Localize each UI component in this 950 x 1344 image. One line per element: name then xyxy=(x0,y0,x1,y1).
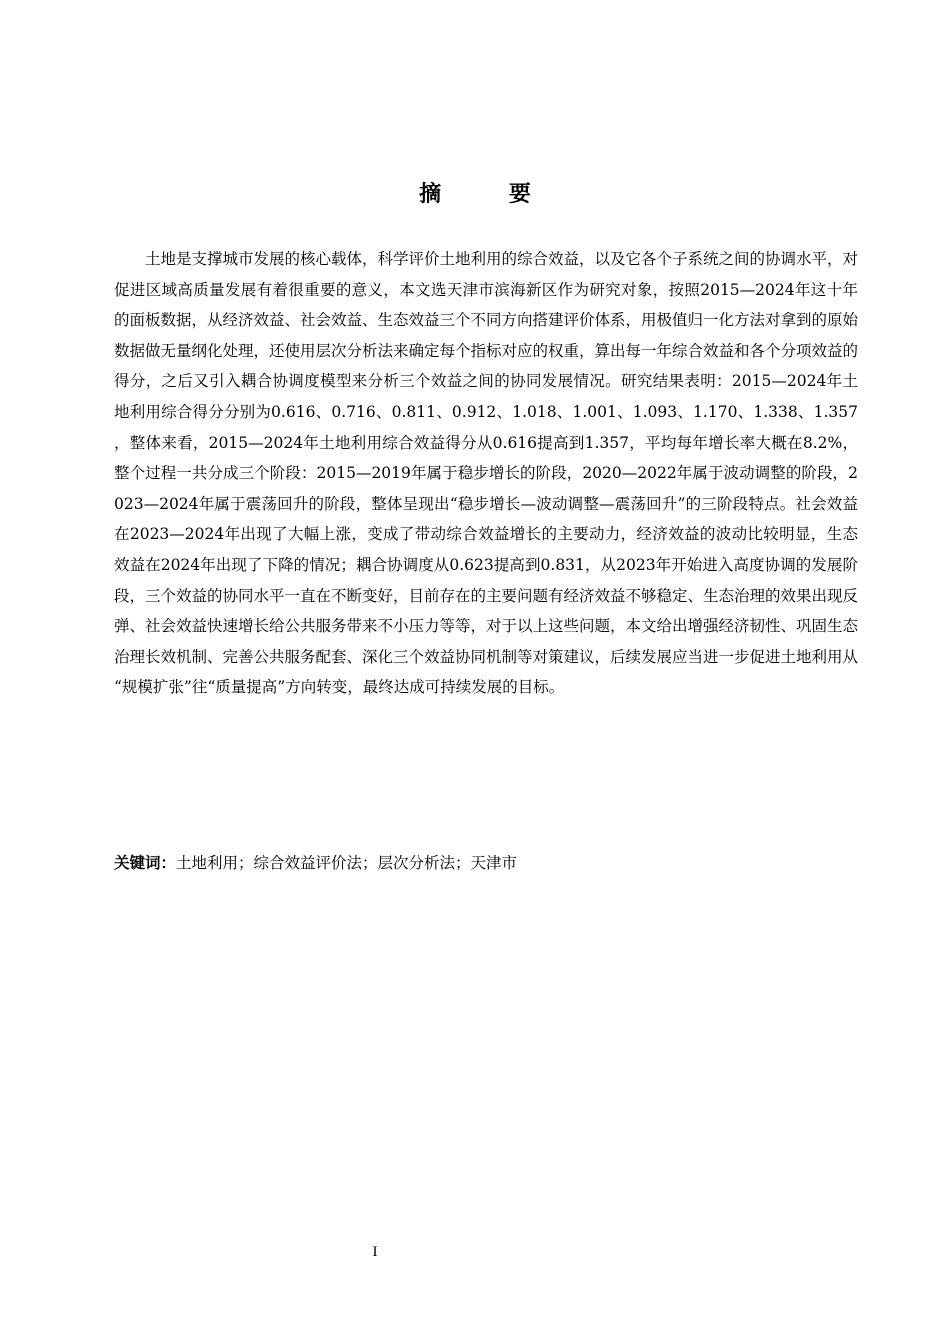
keywords-label: 关键词： xyxy=(114,854,177,872)
page-number: I xyxy=(372,1244,378,1260)
abstract-title: 摘 要 xyxy=(419,182,561,207)
keywords-text: 土地利用；综合效益评价法；层次分析法；天津市 xyxy=(176,854,518,872)
keywords-line xyxy=(114,848,858,878)
abstract-body: 土地是支撑城市发展的核心载体，科学评价土地利用的综合效益，以及它各个子系统之间的协调水平，对促进区域高质量发展有着很重要的意义，本文选天津市滨海新区作为研究对象，按照2015—2024年这十年的面板数据，从经济效益、社会效益、生态效益三个不同方向搭建评价体系，用极值归一化方法对拿到的原始数据做无量纲化处理，还使用层次分析法来确定每个指标对应的权重，算出每一年综合效益和各个分项效益的得分，之后又引入耦合协调度模型来分析三个效益之间的协同发展情况。研究结果表明：2015—2024年土地利用综合得分分别为0.616、0.716、0.811、0.912、1.018、1.001、1.093、1.170、1.338、1.357，整体来看，2015—2024年土地利用综合效益得分从0.616提高到1.357，平均每年增长率大概在8.2%，整个过程一共分成三个阶段：2015—2019年属于稳步增长的阶段，2020—2022年属于波动调整的阶段，2023—2024年属于震荡回升的阶段，整体呈现出“稳步增长—波动调整—震荡回升”的三阶段特点。社会效益在2023—2024年出现了大幅上涨，变成了带动综合效益增长的主要动力，经济效益的波动比较明显，生态效益在2024年出现了下降的情况；耦合协调度从0.623提高到0.831，从2023年开始进入高度协调的发展阶段，三个效益的协同水平一直在不断变好，目前存在的主要问题有经济效益不够稳定、生态治理的效果出现反弹、社会效益快速增长给公共服务带来不小压力等等，对于以上这些问题，本文给出增强经济韧性、巩固生态治理长效机制、完善公共服务配套、深化三个效益协同机制等对策建议，后续发展应当进一步促进土地利用从“规模扩张”往“质量提高”方向转变，最终达成可持续发展的目标。 xyxy=(114,250,859,697)
